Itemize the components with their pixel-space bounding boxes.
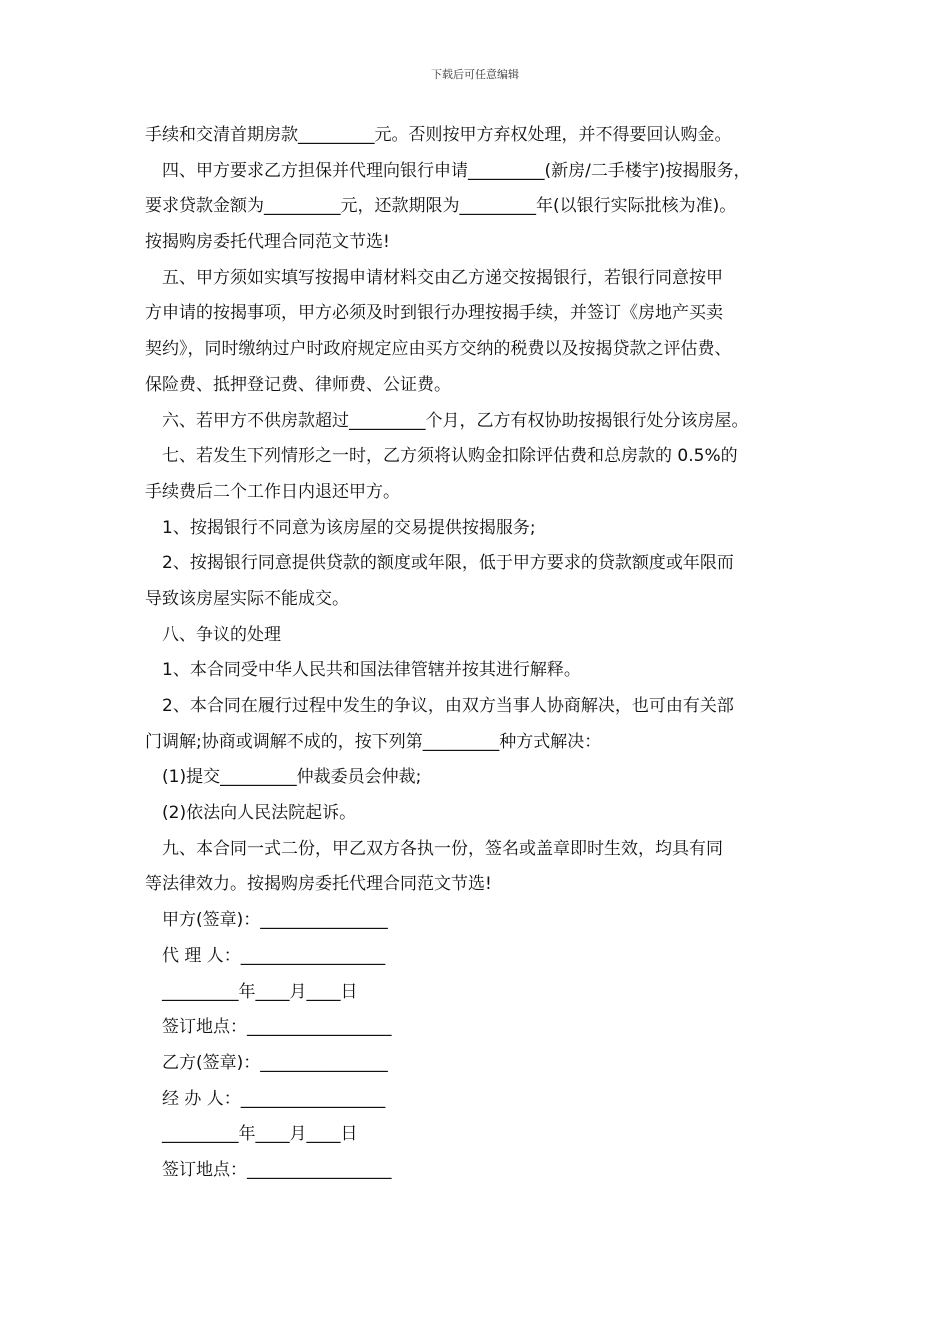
text-line: 按揭购房委托代理合同范文节选!: [145, 232, 390, 253]
clause-4: 四、甲方要求乙方担保并代理向银行申请_________(新房/二手楼宇)按揭服务，: [162, 160, 751, 181]
text-line: 等法律效力。按揭购房委托代理合同范文节选!: [145, 874, 492, 895]
clause-7-item-1: 1、按揭银行不同意为该房屋的交易提供按揭服务;: [162, 517, 536, 538]
clause-9: 九、本合同一式二份，甲乙双方各执一份，签名或盖章即时生效，均具有同: [162, 838, 723, 859]
clause-8-item-2: 2、本合同在履行过程中发生的争议，由双方当事人协商解决，也可由有关部: [162, 696, 734, 716]
party-b-date: _________年____月____日: [162, 1124, 358, 1145]
text-line: 导致该房屋实际不能成交。: [145, 588, 349, 609]
text-line: 手续费后二个工作日内退还甲方。: [145, 481, 400, 502]
party-b-signature: 乙方(签章)：_______________: [162, 1052, 388, 1073]
clause-8-item-1: 1、本合同受中华人民共和国法律管辖并按其进行解释。: [162, 660, 581, 681]
option-1: (1)提交_________仲裁委员会仲裁;: [162, 767, 422, 788]
party-a-place: 签订地点：_________________: [162, 1017, 392, 1038]
text-line: 契约》，同时缴纳过户时政府规定应由买方交纳的税费以及按揭贷款之评估费、: [145, 339, 732, 360]
clause-7: 七、若发生下列情形之一时，乙方须将认购金扣除评估费和总房款的 0.5%的: [162, 446, 738, 467]
option-2: (2)依法向人民法院起诉。: [162, 803, 357, 824]
clause-7-item-2: 2、按揭银行同意提供贷款的额度或年限，低于甲方要求的贷款额度或年限而: [162, 553, 734, 574]
page-header: 下载后可任意编辑: [431, 68, 519, 81]
clause-5: 五、甲方须如实填写按揭申请材料交由乙方递交按揭银行，若银行同意按甲: [162, 267, 723, 288]
text-line: 方申请的按揭事项，甲方必须及时到银行办理按揭手续，并签订《房地产买卖: [145, 303, 723, 324]
clause-6: 六、若甲方不供房款超过_________个月，乙方有权协助按揭银行处分该房屋。: [162, 410, 749, 431]
party-b-place: 签订地点：_________________: [162, 1159, 392, 1180]
clause-8-heading: 八、争议的处理: [162, 624, 281, 645]
document-body: [145, 118, 815, 1189]
party-a-signature: 甲方(签章)：_______________: [162, 910, 388, 931]
text-line: 要求贷款金额为_________元，还款期限为_________年(以银行实际批核为准)。: [145, 196, 737, 217]
party-a-date: _________年____月____日: [162, 981, 358, 1002]
party-b-handler: 经 办 人：_________________: [162, 1088, 386, 1109]
text-line: 手续和交清首期房款_________元。否则按甲方弃权处理，并不得要回认购金。: [145, 125, 732, 145]
text-line: 保险费、抵押登记费、律师费、公证费。: [145, 374, 451, 395]
party-a-agent: 代 理 人：_________________: [162, 945, 386, 966]
text-line: 门调解;协商或调解不成的，按下列第_________种方式解决：: [145, 731, 602, 752]
